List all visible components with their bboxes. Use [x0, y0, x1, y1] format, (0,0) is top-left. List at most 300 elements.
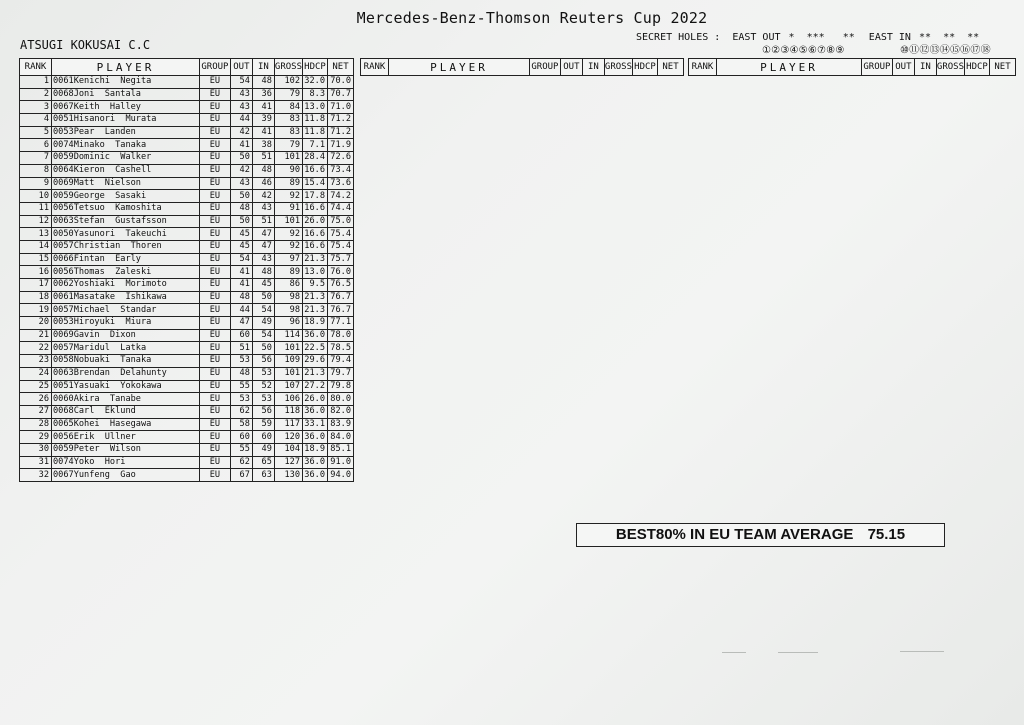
gross-cell: 84	[274, 101, 302, 114]
out-cell: 42	[230, 126, 252, 139]
hdcp-cell: 26.0	[303, 215, 328, 228]
player-name: Brendan Delahunty	[73, 368, 167, 379]
group-cell: EU	[199, 304, 230, 317]
gross-cell: 118	[274, 405, 302, 418]
group-cell: EU	[199, 76, 230, 89]
in-cell: 56	[252, 355, 274, 368]
rank-cell: 28	[20, 418, 52, 431]
player-id: 0063	[53, 368, 74, 379]
out-cell: 50	[230, 152, 252, 165]
table-row	[20, 215, 354, 228]
hdcp-cell: 13.0	[303, 266, 328, 279]
player-cell	[52, 431, 200, 444]
rank-cell: 32	[20, 469, 52, 482]
player-id: 0057	[53, 304, 74, 315]
in-cell: 49	[252, 443, 274, 456]
player-cell	[52, 240, 200, 253]
player-cell	[52, 380, 200, 393]
player-id: 0053	[53, 317, 74, 328]
out-cell: 43	[230, 101, 252, 114]
gross-cell: 90	[274, 164, 302, 177]
out-cell: 51	[230, 342, 252, 355]
out-cell: 42	[230, 164, 252, 177]
col-net-3: NET	[990, 59, 1016, 76]
gross-cell: 79	[274, 139, 302, 152]
in-cell: 41	[252, 126, 274, 139]
rank-cell: 5	[20, 126, 52, 139]
in-cell: 60	[252, 431, 274, 444]
hdcp-cell: 36.0	[303, 469, 328, 482]
hdcp-cell: 27.2	[303, 380, 328, 393]
hdcp-cell: 13.0	[303, 101, 328, 114]
hdcp-cell: 21.3	[303, 367, 328, 380]
hdcp-cell: 29.6	[303, 355, 328, 368]
gross-cell: 79	[274, 88, 302, 101]
in-cell: 48	[252, 76, 274, 89]
out-cell: 47	[230, 317, 252, 330]
gross-cell: 98	[274, 291, 302, 304]
player-id: 0069	[53, 330, 74, 341]
hdcp-cell: 21.3	[303, 304, 328, 317]
table-row	[20, 393, 354, 406]
player-name: George Sasaki	[73, 190, 147, 201]
player-id: 0060	[53, 393, 74, 404]
net-cell: 76.0	[328, 266, 354, 279]
out-cell: 48	[230, 202, 252, 215]
east-in-hole-numbers: ⑩⑪⑫⑬⑭⑮⑯⑰⑱	[900, 45, 991, 56]
net-cell: 78.5	[328, 342, 354, 355]
in-cell: 45	[252, 279, 274, 292]
col-hdcp-3: HDCP	[965, 59, 990, 76]
player-name: Hiroyuki Miura	[73, 317, 152, 328]
group-cell: EU	[199, 355, 230, 368]
table-row	[20, 304, 354, 317]
gross-cell: 104	[274, 443, 302, 456]
rank-cell: 17	[20, 279, 52, 292]
out-cell: 53	[230, 355, 252, 368]
player-id: 0059	[53, 444, 74, 455]
player-id: 0053	[53, 127, 74, 138]
in-cell: 39	[252, 114, 274, 127]
group-cell: EU	[199, 317, 230, 330]
group-cell: EU	[199, 291, 230, 304]
table-row	[20, 367, 354, 380]
col-net: NET	[328, 59, 354, 76]
player-id: 0058	[53, 355, 74, 366]
player-cell	[52, 304, 200, 317]
out-cell: 41	[230, 266, 252, 279]
group-cell: EU	[199, 456, 230, 469]
hdcp-cell: 9.5	[303, 279, 328, 292]
table-row	[20, 177, 354, 190]
net-cell: 73.6	[328, 177, 354, 190]
rank-cell: 8	[20, 164, 52, 177]
out-cell: 50	[230, 190, 252, 203]
in-cell: 54	[252, 329, 274, 342]
player-id: 0050	[53, 228, 74, 239]
net-cell: 91.0	[328, 456, 354, 469]
table-row	[20, 240, 354, 253]
player-cell	[52, 88, 200, 101]
table-row	[20, 317, 354, 330]
player-id: 0056	[53, 203, 74, 214]
player-name: Yasunori Takeuchi	[73, 228, 167, 239]
rank-cell: 19	[20, 304, 52, 317]
player-id: 0056	[53, 266, 74, 277]
hdcp-cell: 11.8	[303, 126, 328, 139]
rank-cell: 1	[20, 76, 52, 89]
player-name: Erik Ullner	[73, 431, 136, 442]
player-id: 0051	[53, 114, 74, 125]
rank-cell: 11	[20, 202, 52, 215]
club-name: ATSUGI KOKUSAI C.C	[20, 38, 151, 52]
rank-cell: 14	[20, 240, 52, 253]
gross-cell: 117	[274, 418, 302, 431]
table-row	[20, 443, 354, 456]
net-cell: 79.7	[328, 367, 354, 380]
player-cell	[52, 164, 200, 177]
player-name: Kohei Hasegawa	[73, 418, 152, 429]
player-id: 0059	[53, 190, 74, 201]
group-cell: EU	[199, 469, 230, 482]
net-cell: 85.1	[328, 443, 354, 456]
rank-cell: 3	[20, 101, 52, 114]
hdcp-cell: 26.0	[303, 393, 328, 406]
player-cell	[52, 317, 200, 330]
hdcp-cell: 11.8	[303, 114, 328, 127]
rank-cell: 16	[20, 266, 52, 279]
gross-cell: 101	[274, 152, 302, 165]
table-row	[20, 88, 354, 101]
page-title: Mercedes-Benz-Thomson Reuters Cup 2022	[356, 9, 708, 27]
in-cell: 59	[252, 418, 274, 431]
gross-cell: 91	[274, 202, 302, 215]
in-cell: 63	[252, 469, 274, 482]
gross-cell: 120	[274, 431, 302, 444]
col-in-2: IN	[582, 59, 604, 76]
col-rank-3: RANK	[689, 59, 717, 76]
group-cell: EU	[199, 177, 230, 190]
player-name: Yunfeng Gao	[73, 469, 136, 480]
col-hdcp-2: HDCP	[633, 59, 658, 76]
player-id: 0059	[53, 152, 74, 163]
col-group-3: GROUP	[861, 59, 892, 76]
col-in-3: IN	[914, 59, 936, 76]
in-cell: 42	[252, 190, 274, 203]
results-table-3-header	[688, 58, 1016, 76]
player-name: Yoko Hori	[73, 456, 126, 467]
group-cell: EU	[199, 329, 230, 342]
player-cell	[52, 291, 200, 304]
net-cell: 70.7	[328, 88, 354, 101]
in-cell: 65	[252, 456, 274, 469]
rank-cell: 31	[20, 456, 52, 469]
table-row	[20, 291, 354, 304]
group-cell: EU	[199, 342, 230, 355]
player-cell	[52, 355, 200, 368]
out-cell: 54	[230, 253, 252, 266]
rank-cell: 25	[20, 380, 52, 393]
table-row	[20, 101, 354, 114]
gross-cell: 92	[274, 190, 302, 203]
rank-cell: 2	[20, 88, 52, 101]
table-row	[20, 253, 354, 266]
rank-cell: 30	[20, 443, 52, 456]
in-cell: 52	[252, 380, 274, 393]
player-name: Maridul Latka	[73, 342, 147, 353]
hdcp-cell: 16.6	[303, 202, 328, 215]
gross-cell: 92	[274, 228, 302, 241]
player-id: 0062	[53, 279, 74, 290]
col-player-3: PLAYER	[717, 59, 862, 76]
hdcp-cell: 32.0	[303, 76, 328, 89]
in-cell: 48	[252, 266, 274, 279]
out-cell: 67	[230, 469, 252, 482]
out-cell: 41	[230, 139, 252, 152]
group-cell: EU	[199, 101, 230, 114]
player-name: Yasuaki Yokokawa	[73, 380, 162, 391]
table-row	[20, 76, 354, 89]
col-out: OUT	[230, 59, 252, 76]
hdcp-cell: 18.9	[303, 443, 328, 456]
player-cell	[52, 190, 200, 203]
player-id: 0063	[53, 215, 74, 226]
rank-cell: 9	[20, 177, 52, 190]
hdcp-cell: 21.3	[303, 253, 328, 266]
net-cell: 74.2	[328, 190, 354, 203]
results-table-2-header	[360, 58, 684, 76]
hdcp-cell: 21.3	[303, 291, 328, 304]
rank-cell: 24	[20, 367, 52, 380]
out-cell: 43	[230, 88, 252, 101]
net-cell: 71.0	[328, 101, 354, 114]
out-cell: 62	[230, 405, 252, 418]
player-id: 0067	[53, 101, 74, 112]
player-name: Minako Tanaka	[73, 139, 147, 150]
in-cell: 38	[252, 139, 274, 152]
col-player: PLAYER	[52, 59, 200, 76]
player-name: Matt Nielson	[73, 177, 141, 188]
gross-cell: 101	[274, 367, 302, 380]
in-cell: 50	[252, 342, 274, 355]
player-cell	[52, 76, 200, 89]
hdcp-cell: 16.6	[303, 164, 328, 177]
player-cell	[52, 228, 200, 241]
rank-cell: 27	[20, 405, 52, 418]
rank-cell: 29	[20, 431, 52, 444]
col-group: GROUP	[199, 59, 230, 76]
player-cell	[52, 101, 200, 114]
group-cell: EU	[199, 152, 230, 165]
player-id: 0074	[53, 139, 74, 150]
results-table	[19, 58, 354, 482]
in-cell: 36	[252, 88, 274, 101]
secret-holes	[636, 32, 1016, 56]
table-row	[20, 456, 354, 469]
group-cell: EU	[199, 266, 230, 279]
table-row	[20, 202, 354, 215]
table-row	[20, 431, 354, 444]
net-cell: 82.0	[328, 405, 354, 418]
out-cell: 44	[230, 304, 252, 317]
player-cell	[52, 177, 200, 190]
player-cell	[52, 139, 200, 152]
player-cell	[52, 405, 200, 418]
out-cell: 44	[230, 114, 252, 127]
in-cell: 53	[252, 367, 274, 380]
rank-cell: 4	[20, 114, 52, 127]
table-row	[20, 266, 354, 279]
net-cell: 76.7	[328, 304, 354, 317]
table-row	[20, 152, 354, 165]
net-cell: 80.0	[328, 393, 354, 406]
out-cell: 60	[230, 431, 252, 444]
table-row	[20, 139, 354, 152]
rank-cell: 21	[20, 329, 52, 342]
player-id: 0065	[53, 418, 74, 429]
net-cell: 76.7	[328, 291, 354, 304]
hdcp-cell: 36.0	[303, 431, 328, 444]
gross-cell: 83	[274, 126, 302, 139]
table-row	[20, 114, 354, 127]
group-cell: EU	[199, 126, 230, 139]
table-row	[20, 329, 354, 342]
player-cell	[52, 253, 200, 266]
out-cell: 43	[230, 177, 252, 190]
table-row	[20, 164, 354, 177]
hdcp-cell: 18.9	[303, 317, 328, 330]
group-cell: EU	[199, 431, 230, 444]
hdcp-cell: 22.5	[303, 342, 328, 355]
player-id: 0064	[53, 165, 74, 176]
player-name: Peter Wilson	[73, 444, 141, 455]
out-cell: 58	[230, 418, 252, 431]
in-cell: 51	[252, 152, 274, 165]
hdcp-cell: 36.0	[303, 329, 328, 342]
team-average-label: BEST80% IN EU TEAM AVERAGE	[615, 526, 854, 543]
net-cell: 74.4	[328, 202, 354, 215]
player-cell	[52, 266, 200, 279]
player-id: 0067	[53, 469, 74, 480]
player-cell	[52, 342, 200, 355]
col-net-2: NET	[658, 59, 684, 76]
gross-cell: 101	[274, 342, 302, 355]
col-group-2: GROUP	[529, 59, 560, 76]
gross-cell: 89	[274, 177, 302, 190]
group-cell: EU	[199, 215, 230, 228]
hdcp-cell: 36.0	[303, 405, 328, 418]
group-cell: EU	[199, 228, 230, 241]
net-cell: 71.2	[328, 126, 354, 139]
gross-cell: 130	[274, 469, 302, 482]
player-name: Dominic Walker	[73, 152, 152, 163]
player-cell	[52, 202, 200, 215]
in-cell: 46	[252, 177, 274, 190]
col-gross-3: GROSS	[936, 59, 964, 76]
gross-cell: 97	[274, 253, 302, 266]
player-id: 0066	[53, 253, 74, 264]
net-cell: 84.0	[328, 431, 354, 444]
in-cell: 54	[252, 304, 274, 317]
net-cell: 78.0	[328, 329, 354, 342]
net-cell: 73.4	[328, 164, 354, 177]
hdcp-cell: 15.4	[303, 177, 328, 190]
net-cell: 75.7	[328, 253, 354, 266]
player-cell	[52, 329, 200, 342]
out-cell: 48	[230, 367, 252, 380]
hdcp-cell: 8.3	[303, 88, 328, 101]
gross-cell: 83	[274, 114, 302, 127]
hdcp-cell: 16.6	[303, 240, 328, 253]
player-cell	[52, 114, 200, 127]
team-average-box	[576, 523, 945, 547]
rank-cell: 13	[20, 228, 52, 241]
player-name: Hisanori Murata	[73, 114, 157, 125]
gross-cell: 114	[274, 329, 302, 342]
col-gross: GROSS	[274, 59, 302, 76]
player-id: 0069	[53, 177, 74, 188]
gross-cell: 107	[274, 380, 302, 393]
net-cell: 94.0	[328, 469, 354, 482]
out-cell: 41	[230, 279, 252, 292]
player-id: 0057	[53, 241, 74, 252]
in-cell: 43	[252, 202, 274, 215]
east-out-hole-numbers: ①②③④⑤⑥⑦⑧⑨	[762, 45, 845, 56]
in-cell: 50	[252, 291, 274, 304]
east-in-stars: ** ** **	[918, 32, 980, 43]
faint-mark	[722, 652, 746, 653]
in-cell: 51	[252, 215, 274, 228]
gross-cell: 98	[274, 304, 302, 317]
player-cell	[52, 152, 200, 165]
out-cell: 45	[230, 240, 252, 253]
player-id: 0068	[53, 406, 74, 417]
player-name: Christian Thoren	[73, 241, 162, 252]
net-cell: 75.4	[328, 240, 354, 253]
col-rank: RANK	[20, 59, 52, 76]
player-name: Carl Eklund	[73, 406, 136, 417]
in-cell: 48	[252, 164, 274, 177]
gross-cell: 89	[274, 266, 302, 279]
rank-cell: 15	[20, 253, 52, 266]
player-cell	[52, 393, 200, 406]
rank-cell: 18	[20, 291, 52, 304]
net-cell: 75.0	[328, 215, 354, 228]
east-out-stars: * *** **	[788, 32, 855, 43]
player-name: Nobuaki Tanaka	[73, 355, 152, 366]
group-cell: EU	[199, 393, 230, 406]
player-id: 0056	[53, 431, 74, 442]
col-rank-2: RANK	[361, 59, 389, 76]
player-name: Kieron Cashell	[73, 165, 152, 176]
out-cell: 55	[230, 443, 252, 456]
table-row	[20, 405, 354, 418]
in-cell: 47	[252, 228, 274, 241]
player-id: 0061	[53, 292, 74, 303]
rank-cell: 22	[20, 342, 52, 355]
group-cell: EU	[199, 367, 230, 380]
out-cell: 60	[230, 329, 252, 342]
gross-cell: 127	[274, 456, 302, 469]
player-cell	[52, 456, 200, 469]
out-cell: 53	[230, 393, 252, 406]
group-cell: EU	[199, 240, 230, 253]
out-cell: 62	[230, 456, 252, 469]
rank-cell: 12	[20, 215, 52, 228]
hdcp-cell: 33.1	[303, 418, 328, 431]
table-row	[20, 469, 354, 482]
col-out-2: OUT	[560, 59, 582, 76]
